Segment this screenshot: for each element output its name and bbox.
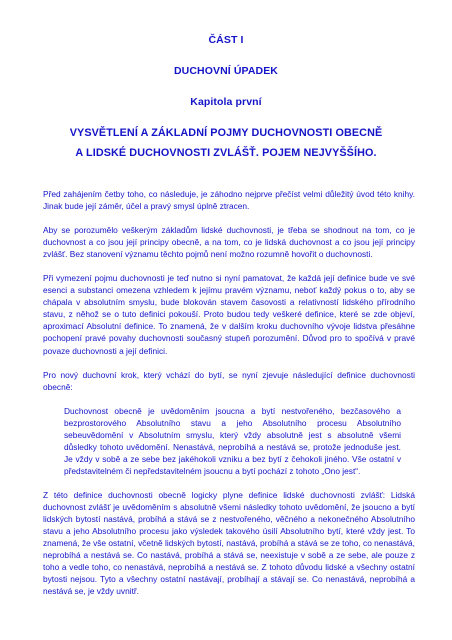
chapter-title-line-2: A LIDSKÉ DUCHOVNOSTI ZVLÁŠŤ. POJEM NEJVYŠŠÍHO.	[75, 147, 377, 159]
paragraph-definition-limits: Při vymezení pojmu duchovnosti je teď nutno si nyní pamatovat, že každá její definice bude ve své esenci a substanci omezena vzhledem k jejímu pravém významu, neboť každý pokus o to, aby se chápala v absolutním smyslu, bude blokován stavem časovosti a relativností lidského přírodního stavu, z něhož se o tuto definici pokouší. Proto budou tedy veškeré definice, které se zde objeví, aproximací Absolutní definice. To znamená, že v dalším kroku duchovního vývoje lidstva přesáhne pochopení pravé povahy duchovnosti současný stupeň porozumění. Důvod pro to spočívá v pravé povaze duchovnosti a její definici.	[43, 273, 415, 356]
body-text	[43, 188, 415, 608]
paragraph-human-definition: Z této definice duchovnosti obecně logicky plyne definice lidské duchovnosti zvlášť: Lidská duchovnost zvlášť je uvědoměním s absolutně všemi následky tohoto uvědomění, že jsoucno a bytí lidských bytostí nastává, probíhá a stává se z nestvořeného, věčného a nekonečného Absolutního stavu a jeho Absolutního procesu jako výsledek takového úsilí Absolutního bytí, které vždy jest. To znamená, že vše ostatní, včetně lidských bytostí, nastává, probíhá a stává se ze toho, co nenastává, neprobíhá a nestává se. Co nastává, probíhá a stává se, neexistuje v sobě a ze sebe, ale pouze z toho a vedle toho, co nenastává, neprobíhá a nestává se. Z tohoto důvodu lidské a všechny ostatní bytosti nejsou. Tyto a všechny ostatní nastávají, probíhají a stávají se. Co nenastává, neprobíhá a nestává se, je vždy uvnitř.	[43, 489, 415, 597]
paragraph-intro: Před zahájením četby toho, co následuje, je záhodno nejprve přečíst velmi důležitý úvod této knihy. Jinak bude její záměr, účel a pravý smysl úplně ztracen.	[43, 189, 415, 212]
paragraph-general-definition: Duchovnost obecně je uvědoměním jsoucna a bytí nestvořeného, bezčasového a bezprostorového Absolutního stavu a jeho Absolutního procesu Absolutního sebeuvědomění v Absolutním smyslu, který vždy absolutně jest s absolutně všemi důsledky tohoto uvědomění. Nenastává, neprobíhá a nestává se, protože jednoduše jest. Je vždy v sobě a ze sebe bez jakéhokoli vzniku a bez bytí z čehokoli jiného. Vše ostatní v představitelném či nepředstavitelném jsoucnu a bytí pochází z tohoto „Ono jest“.	[64, 405, 401, 476]
part-heading: ČÁST I	[208, 34, 244, 46]
paragraph-foundations: Aby se porozumělo veškerým základům lidské duchovnosti, je třeba se shodnout na tom, co je duchovnost a co jsou její principy obecně, a na tom, co je lidská duchovnost a co jsou její principy zvlášť. Bez stanovení významu těchto pojmů není možno rozumně hovořit o duchovnosti.	[43, 225, 415, 260]
section-heading: DUCHOVNÍ ÚPADEK	[174, 65, 278, 77]
chapter-heading: Kapitola první	[190, 96, 262, 108]
paragraph-new-step: Pro nový duchovní krok, který vchází do bytí, se nyní zjevuje následující definice duchovnosti obecně:	[43, 369, 415, 392]
chapter-title-line-1: VYSVĚTLENÍ A ZÁKLADNÍ POJMY DUCHOVNOSTI OBECNĚ	[69, 127, 383, 139]
